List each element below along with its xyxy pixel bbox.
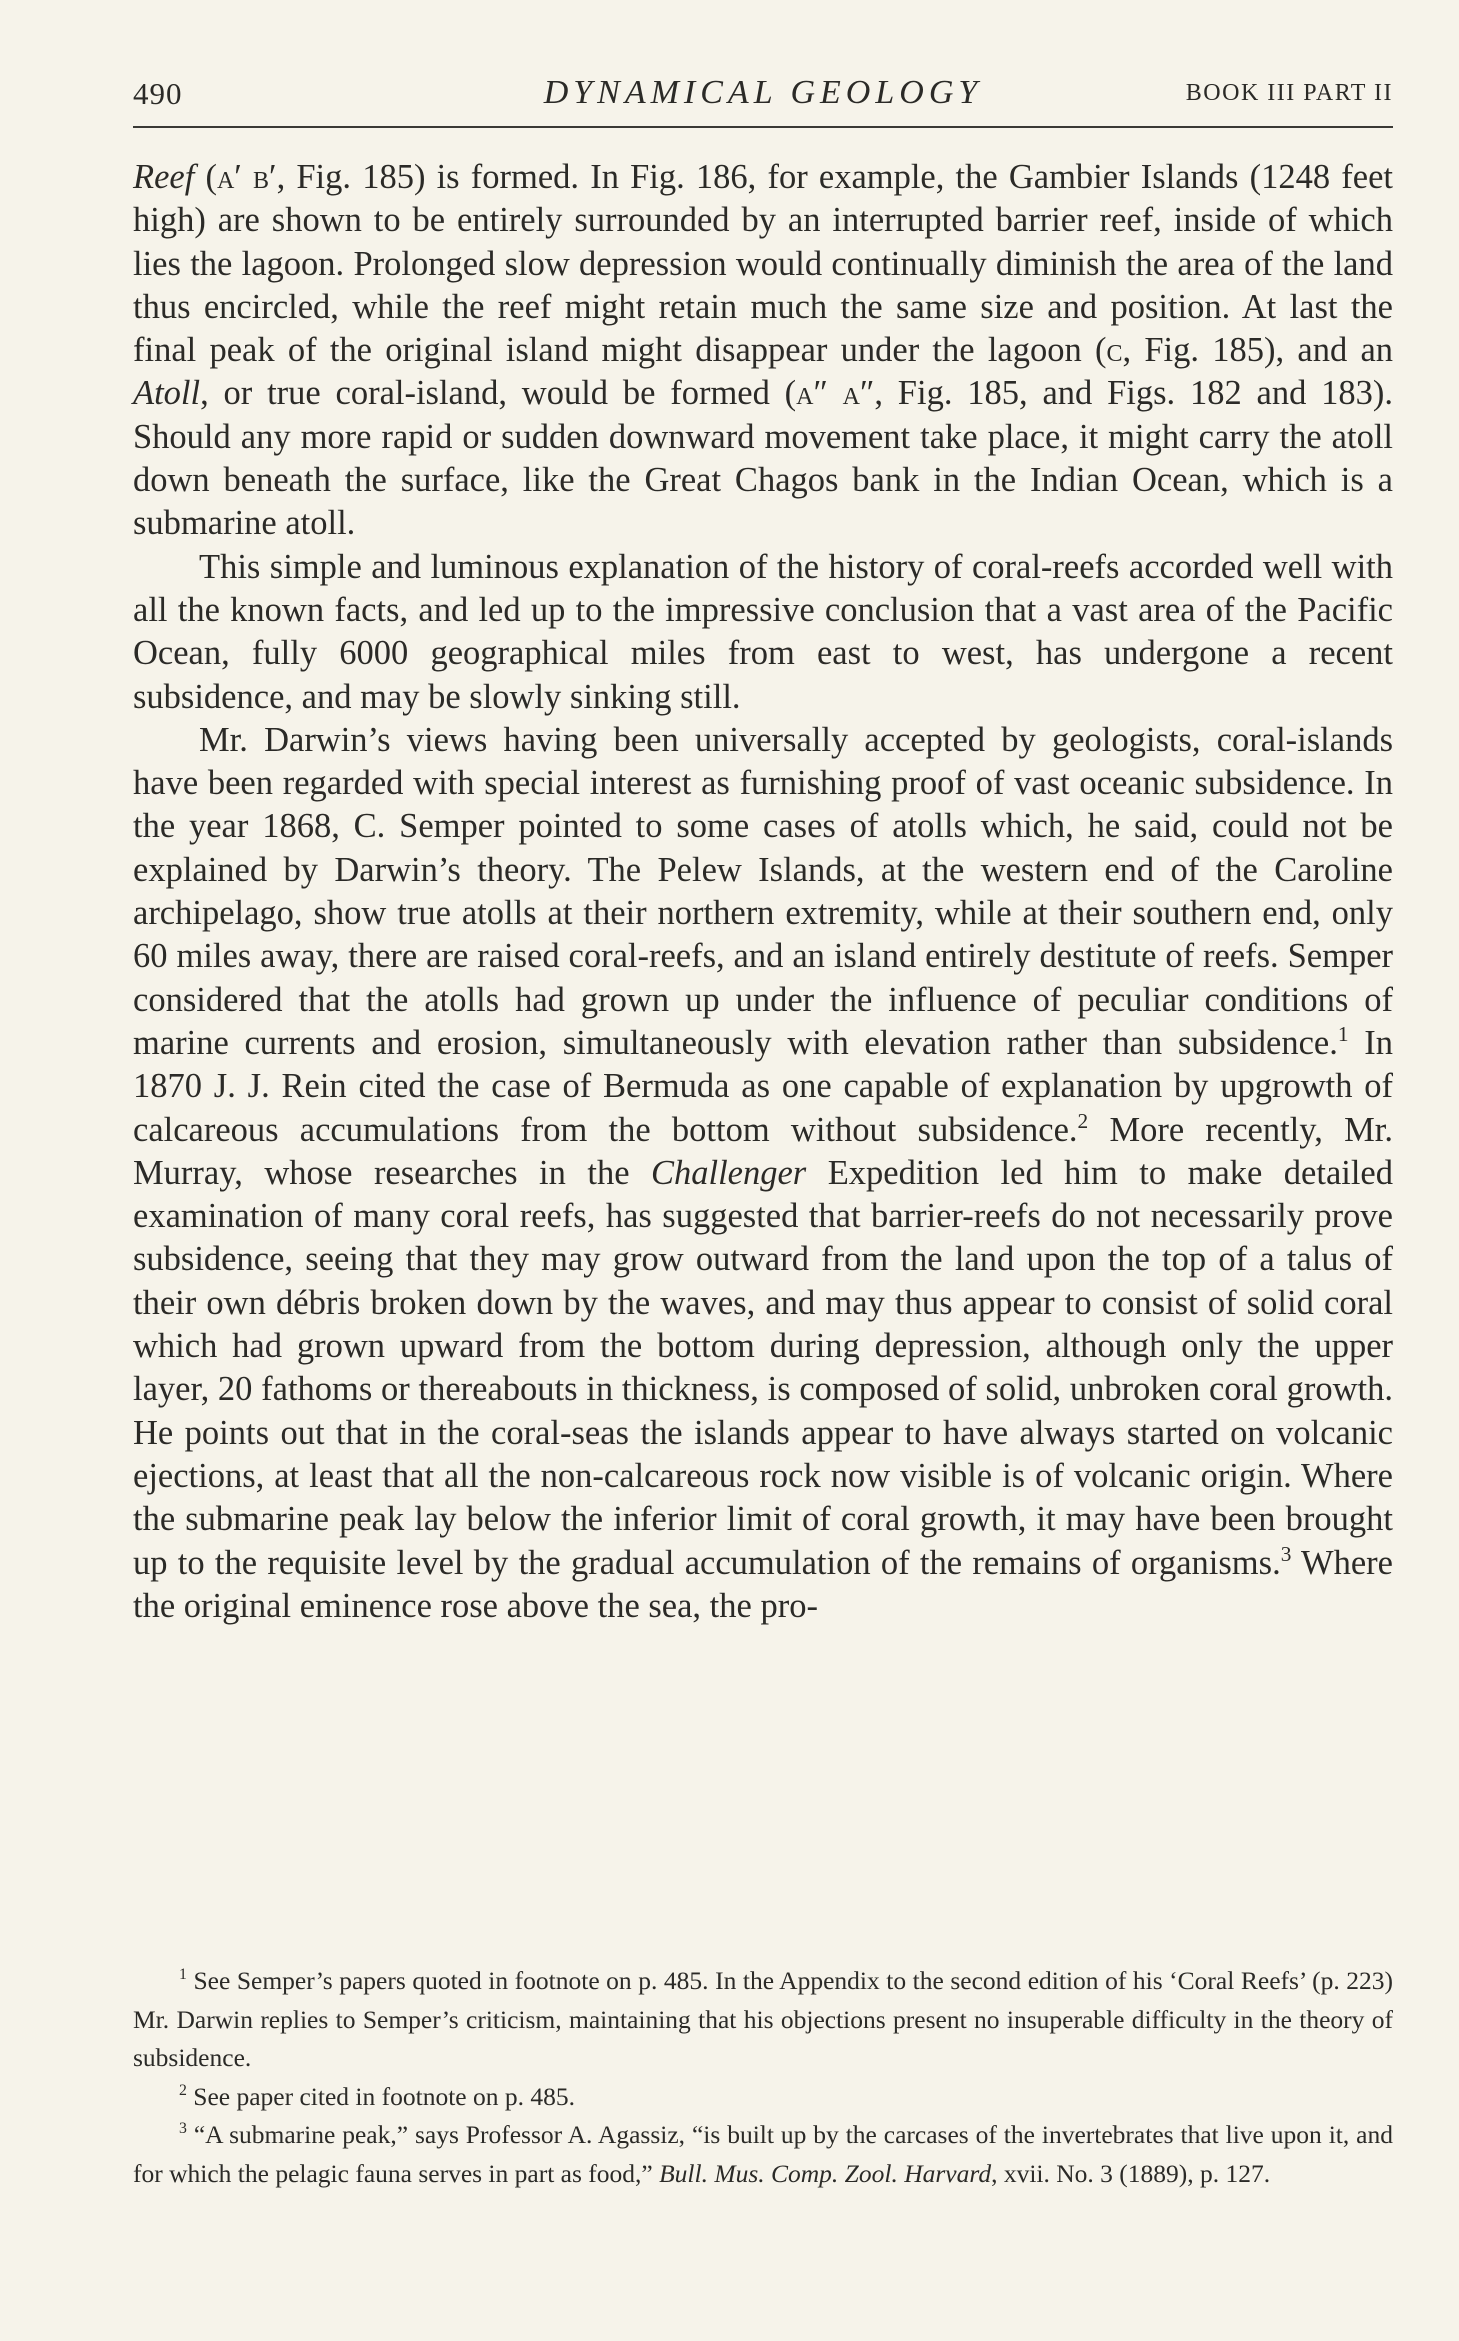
footnote-mark: 3 [179, 2120, 187, 2138]
footnote-2: $^2$ See paper cited in footnote on p. 485. [179, 2081, 575, 2111]
running-title: DYNAMICAL GEOLOGY [543, 74, 983, 111]
footnote-mark: 1 [179, 1966, 187, 1984]
footnote-1: $^1$ See Semper’s papers quoted in footnote on p. 485. In the Appendix to the second edition of his ‘Coral Reefs’ (p. 223) Mr. Darwin replies to Semper’s criticism, maintaining that his objections present no insuperable difficulty in the theory of subsidence. [133, 1966, 1393, 2072]
figure-label: a″ a″ [796, 374, 875, 413]
footnote-ref-2[interactable]: 2 [1077, 1108, 1089, 1133]
paragraph-2: This simple and luminous explanation of the history of coral-reefs accorded well with all the known facts, and led up to the impressive conclusion that a vast area of the Pacific Ocean, fully 6000 geographical miles from east to west, has undergone a recent subsidence, and may be slowly sinking still. [133, 547, 1393, 716]
italic-term: Reef [133, 158, 195, 196]
citation-title: Bull. Mus. Comp. Zool. Harvard [659, 2158, 992, 2188]
footnote-mark: 2 [179, 2081, 187, 2099]
footnote-ref-3[interactable]: 3 [1280, 1541, 1292, 1566]
footnote-3: $^3$ “A submarine peak,” says Professor A. Agassiz, “is built up by the carcases of the invertebrates that live upon it, and for which the pelagic fauna serves in part as food,” Bull. Mus. Comp. Zool. Harvard, xvii. No. 3 (1889), p. 127. [133, 2120, 1393, 2188]
paragraph-1: Reef (a′ b′, Fig. 185) is formed. In Fig. 186, for example, the Gambier Islands (1248 feet high) are shown to be entirely surrounded by an interrupted barrier reef, inside of which lies the lagoon. Prolonged slow depression would continually diminish the area of the land thus encircled, while the reef might retain much the same size and position. At last the final peak of the original island might disappear under the lagoon (c, Fig. 185), and an Atoll, or true coral-island, would be formed (a″ a″, Fig. 185, and Figs. 182 and 183). Should any more rapid or sudden downward movement take place, it might carry the atoll down beneath the surface, like the Great Chagos bank in the Indian Ocean, which is a submarine atoll. [133, 158, 1394, 543]
page-number: 490 [133, 76, 183, 111]
figure-label: c [1106, 331, 1123, 370]
paragraph-3: Mr. Darwin’s views having been universally accepted by geologists, coral-islands have been regarded with special interest as furnishing proof of vast oceanic subsidence. In the year 1868, C. Semper pointed to some cases of atolls which, he said, could not be explained by Darwin’s theory. The Pelew Islands, at the western end of the Caroline archipelago, show true atolls at their northern extremity, while at their southern end, only 60 miles away, there are raised coral-reefs, and an island entirely destitute of reefs. Semper considered that the atolls had grown up under the influence of peculiar conditions of marine currents and erosion, simultaneously with elevation rather than subsidence.$^1$ In 1870 J. J. Rein cited the case of Bermuda as one capable of explanation by upgrowth of calcareous accumulations from the bottom without subsidence.$^2$ More recently, Mr. Murray, whose researches in the Challenger Expedition led him to make detailed examination of many coral reefs, has suggested that barrier-reefs do not necessarily prove subsidence, seeing that they may grow outward from the land upon the top of a talus of their own débris broken down by the waves, and may thus appear to consist of solid coral which had grown upward from the bottom during depression, although only the upper layer, 20 fathoms or thereabouts in thickness, is composed of solid, unbroken coral growth. He points out that in the coral-seas the islands appear to have always started on volcanic ejections, at least that all the non-calcareous rock now visible is of volcanic origin. Where the submarine peak lay below the inferior limit of coral growth, it may have been brought up to the requisite level by the gradual accumulation of the remains of organisms.$^3$ Where the original eminence rose above the sea, the pro- [133, 720, 1393, 1625]
figure-label: a′ b′ [216, 158, 277, 196]
footnote-ref-1[interactable]: 1 [1337, 1021, 1349, 1046]
footnotes [133, 1962, 1393, 2193]
running-header [133, 70, 1393, 128]
italic-term: Atoll [133, 374, 201, 413]
italic-term: Challenger [650, 1153, 807, 1192]
book-part-label: BOOK III PART II [1185, 80, 1393, 106]
main-text [133, 156, 1393, 1628]
